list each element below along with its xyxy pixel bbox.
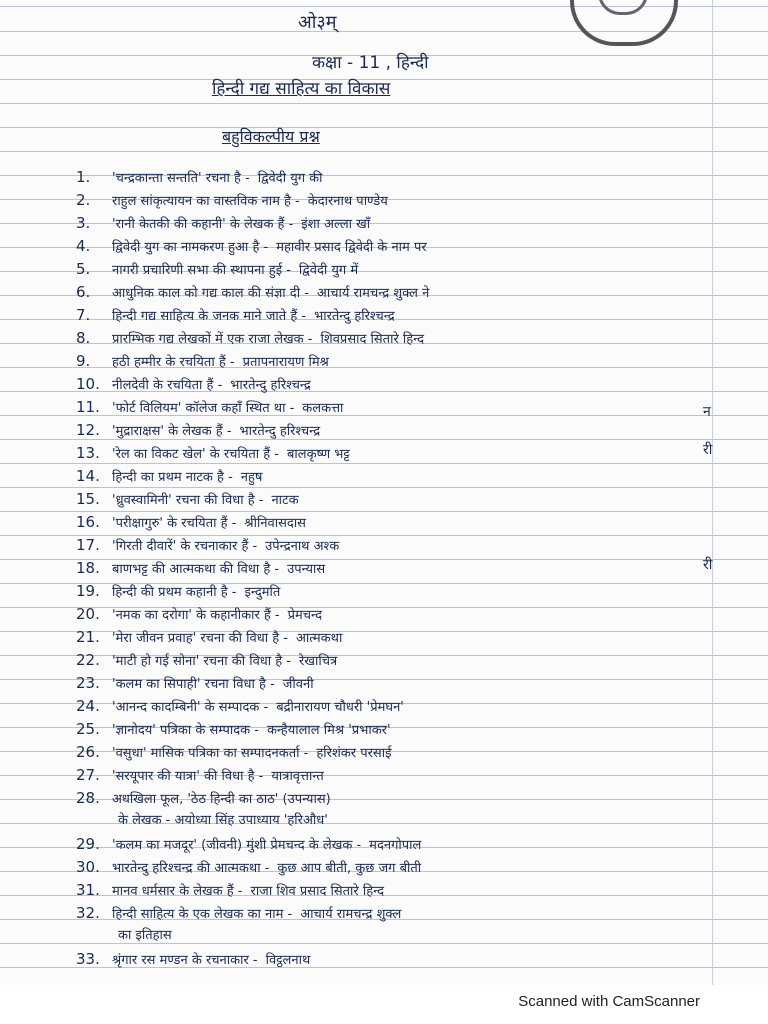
question-answer: मदनगोपाल [369,838,422,853]
question-text: 'कलम का मजदूर' (जीवनी) मुंशी प्रेमचन्द के लेखक - [112,838,362,853]
question-answer: बद्रीनारायण चौधरी 'प्रेमघन' [276,700,404,715]
question-answer: भारतेन्दु हरिश्चन्द्र [239,424,321,439]
question-number: 29. [76,835,100,853]
question-answer: द्विवेदी युग में [298,263,359,278]
question-row [76,467,716,487]
question-text: 'मुद्राराक्षस' के लेखक हैं - [112,424,232,439]
question-answer: शिवप्रसाद सितारे हिन्द [320,332,425,347]
question-text: अधखिला फूल, 'ठेठ हिन्दी का ठाठ' (उपन्यास) [112,792,331,807]
question-row [76,697,716,717]
question-text: 'कलम का सिपाही' रचना विधा है - [112,677,275,692]
question-row [76,375,716,395]
question-answer: उपेन्द्रनाथ अश्क [265,539,340,554]
question-answer: नहुष [240,470,263,485]
question-number: 21. [76,628,100,646]
question-row [76,237,716,257]
question-number: 10. [76,375,100,393]
question-text: 'गिरती दीवारें' के रचनाकार हैं - [112,539,258,554]
question-row [76,191,716,211]
question-number: 3. [76,214,91,232]
question-number: 32. [76,904,100,922]
question-text: 'रेल का विकट खेल' के रचयिता हैं - [112,447,279,462]
question-number: 27. [76,766,100,784]
question-text: नागरी प्रचारिणी सभा की स्थापना हुई - [112,263,291,278]
question-answer: उपन्यास [287,562,326,577]
question-text: प्रारम्भिक गद्य लेखकों में एक राजा लेखक - [112,332,313,347]
question-text: हिन्दी की प्रथम कहानी है - [112,585,237,600]
question-text: नीलदेवी के रचयिता हैं - [112,378,223,393]
question-text: हठी हम्मीर के रचयिता हैं - [112,355,235,370]
question-answer: जीवनी [282,677,314,692]
margin-mark: न [703,404,711,420]
question-answer: विट्ठलनाथ [265,953,311,968]
question-text: राहुल सांकृत्यायन का वास्तविक नाम है - [112,194,300,209]
question-number: 12. [76,421,100,439]
question-answer: कन्हैयालाल मिश्र 'प्रभाकर' [266,723,391,738]
question-answer: भारतेन्दु हरिश्चन्द्र [230,378,311,393]
question-row [76,214,716,234]
question-number: 17. [76,536,100,554]
section-subtitle: बहुविकल्पीय प्रश्न [222,127,320,146]
question-number: 18. [76,559,100,577]
question-answer: भारतेन्दु हरिश्चन्द्र [314,309,395,324]
question-number: 16. [76,513,100,531]
question-number: 11. [76,398,100,416]
question-answer: बालकृष्ण भट्ट [286,447,350,462]
question-answer: प्रेमचन्द [287,608,322,623]
question-answer: प्रतापनारायण मिश्र [242,355,329,370]
question-answer: केदारनाथ पाण्डेय [307,194,388,209]
question-row [76,950,716,970]
question-number: 33. [76,950,100,968]
question-row [76,398,716,418]
question-row [118,927,716,945]
question-text: आधुनिक काल को गद्य काल की संज्ञा दी - [112,286,309,301]
question-text: हिन्दी गद्य साहित्य के जनक माने जाते हैं - [112,309,307,324]
question-text: हिन्दी का प्रथम नाटक है - [112,470,233,485]
question-answer: इन्दुमति [244,585,281,600]
question-row [76,352,716,372]
question-row [76,329,716,349]
question-number: 30. [76,858,100,876]
question-number: 4. [76,237,91,255]
question-text: मानव धर्मसार के लेखक हैं - [112,884,243,899]
question-text: द्विवेदी युग का नामकरण हुआ है - [112,240,269,255]
question-row [76,421,716,441]
scanner-footer [0,985,768,1024]
question-row [76,260,716,280]
question-answer: आचार्य रामचन्द्र शुक्ल [300,907,402,922]
question-row [76,513,716,533]
question-text: 'ध्रुवस्वामिनी' रचना की विधा है - [112,493,264,508]
question-text: के लेखक - अयोध्या सिंह उपाध्याय 'हरिऔध' [118,813,328,828]
question-text: 'ज्ञानोदय' पत्रिका के सम्पादक - [112,723,259,738]
question-number: 13. [76,444,100,462]
question-number: 5. [76,260,91,278]
question-text: 'सरयूपार की यात्रा' की विधा है - [112,769,264,784]
question-row [76,743,716,763]
question-number: 6. [76,283,91,301]
question-number: 25. [76,720,100,738]
question-number: 23. [76,674,100,692]
question-answer: द्विवेदी युग की [257,171,323,186]
question-row [76,766,716,786]
margin-mark: री [703,557,713,573]
question-text: 'नमक का दरोगा' के कहानीकार हैं - [112,608,280,623]
question-number: 31. [76,881,100,899]
question-row [76,306,716,326]
question-number: 14. [76,467,100,485]
question-row [118,812,716,830]
question-answer: हरिशंकर परसाई [316,746,392,761]
question-row [76,720,716,740]
question-number: 8. [76,329,91,347]
question-text: 'परीक्षागुरु' के रचयिता हैं - [112,516,237,531]
question-number: 19. [76,582,100,600]
question-row [76,605,716,625]
question-answer: आचार्य रामचन्द्र शुक्ल ने [316,286,430,301]
question-answer: श्रीनिवासदास [244,516,306,531]
question-number: 2. [76,191,91,209]
question-text: भारतेन्दु हरिश्चन्द्र की आत्मकथा - [112,861,270,876]
question-number: 1. [76,168,91,186]
question-text: 'रानी केतकी की कहानी' के लेखक हैं - [112,217,294,232]
question-text: 'चन्द्रकान्ता सन्तति' रचना है - [112,171,250,186]
question-text: 'वसुधा' मासिक पत्रिका का सम्पादनकर्ता - [112,746,309,761]
question-row [76,168,716,188]
question-row [76,881,716,901]
question-answer: इंशा अल्ला खाँ [301,217,371,232]
question-row [76,858,716,878]
question-number: 24. [76,697,100,715]
question-answer: कलकत्ता [302,401,344,416]
question-number: 22. [76,651,100,669]
question-answer: यात्रावृत्तान्त [271,769,324,784]
question-answer: रेखाचित्र [299,654,338,669]
binder-clip [570,0,678,46]
question-row [76,904,716,924]
question-row [76,628,716,648]
scanner-watermark-text: Scanned with CamScanner [518,993,700,1010]
question-text: 'मेरा जीवन प्रवाह' रचना की विधा है - [112,631,288,646]
question-answer: आत्मकथा [295,631,343,646]
question-answer: महावीर प्रसाद द्विवेदी के नाम पर [276,240,427,255]
question-row [76,674,716,694]
question-text: 'आनन्द कादम्बिनी' के सम्पादक - [112,700,269,715]
question-text: 'फोर्ट विलियम' कॉलेज कहाँ स्थित था - [112,401,295,416]
question-row [76,444,716,464]
question-row [76,283,716,303]
question-answer: कुछ आप बीती, कुछ जग बीती [277,861,422,876]
question-number: 20. [76,605,100,623]
question-number: 28. [76,789,100,807]
page-title: हिन्दी गद्य साहित्य का विकास [212,79,391,99]
question-answer: नाटक [271,493,299,508]
question-text: 'माटी हो गई सोना' रचना की विधा है - [112,654,292,669]
question-number: 15. [76,490,100,508]
margin-mark: री [703,442,713,458]
question-number: 26. [76,743,100,761]
page-heading-om: ओ३म् [298,12,337,33]
question-text: श्रृंगार रस मण्डन के रचनाकार - [112,953,258,968]
question-answer: राजा शिव प्रसाद सितारे हिन्द [250,884,385,899]
question-text: का इतिहास [118,928,172,943]
question-row [76,651,716,671]
question-text: बाणभट्ट की आत्मकथा की विधा है - [112,562,280,577]
question-number: 7. [76,306,91,324]
question-row [76,582,716,602]
question-row [76,559,716,579]
question-row [76,536,716,556]
question-row [76,490,716,510]
class-line: कक्षा - 11 , हिन्दी [312,53,429,73]
question-row [76,835,716,855]
question-number: 9. [76,352,91,370]
question-text: हिन्दी साहित्य के एक लेखक का नाम - [112,907,293,922]
question-row [76,789,716,809]
